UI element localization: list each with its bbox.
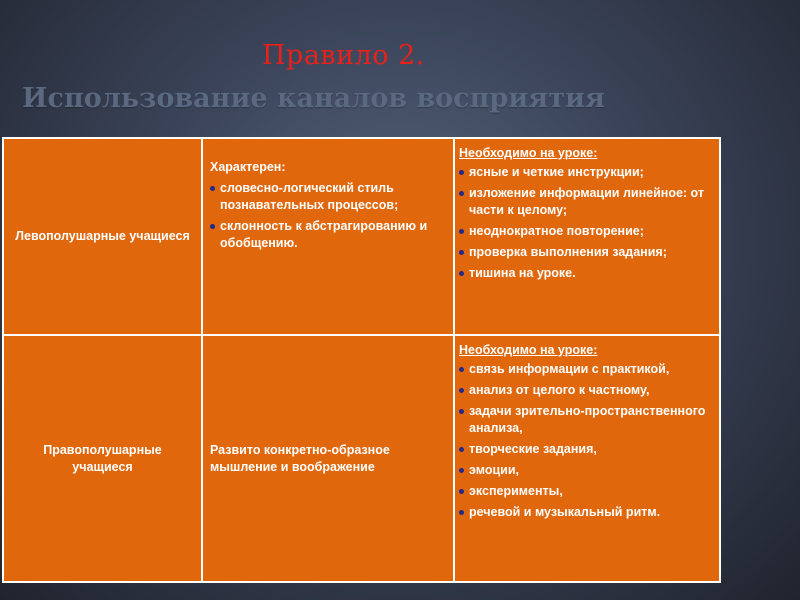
characteristics-list <box>210 180 447 252</box>
list-item: изложение информации линейное: от части к целому; <box>459 185 713 219</box>
requirements-heading: Необходимо на уроке: <box>459 343 598 357</box>
list-item: творческие задания, <box>459 441 713 458</box>
list-item: склонность к абстрагированию и обобщению. <box>210 218 447 252</box>
row-label: Правополушарные учащиеся <box>43 442 162 474</box>
row-label-cell <box>3 138 202 335</box>
list-item: речевой и музыкальный ритм. <box>459 504 713 521</box>
list-item: словесно-логический стиль познавательных процессов; <box>210 180 447 214</box>
bullet-icon <box>459 489 464 494</box>
list-item: связь информации с практикой, <box>459 361 713 378</box>
list-item: анализ от целого к частному, <box>459 382 713 399</box>
table-row <box>3 138 720 335</box>
bullet-icon <box>459 367 464 372</box>
requirements-list <box>459 164 713 282</box>
bullet-icon <box>459 250 464 255</box>
requirements-list <box>459 361 713 521</box>
list-item: задачи зрительно-пространственного анализа, <box>459 403 713 437</box>
bullet-icon <box>459 170 464 175</box>
list-item: ясные и четкие инструкции; <box>459 164 713 181</box>
bullet-icon <box>459 271 464 276</box>
row-label: Левополушарные учащиеся <box>15 229 190 243</box>
bullet-icon <box>459 388 464 393</box>
bullet-icon <box>459 409 464 414</box>
slide-title: Правило 2. <box>262 40 425 71</box>
list-item: эксперименты, <box>459 483 713 500</box>
requirements-cell <box>454 335 720 582</box>
row-label-cell <box>3 335 202 582</box>
bullet-icon <box>459 229 464 234</box>
list-item: тишина на уроке. <box>459 265 713 282</box>
table-row <box>3 335 720 582</box>
bullet-icon <box>459 191 464 196</box>
characteristics-cell <box>202 335 454 582</box>
requirements-heading: Необходимо на уроке: <box>459 146 598 160</box>
list-item: неоднократное повторение; <box>459 223 713 240</box>
content-table <box>2 137 721 583</box>
bullet-icon <box>210 186 215 191</box>
list-item: проверка выполнения задания; <box>459 244 713 261</box>
requirements-cell <box>454 138 720 335</box>
characteristics-heading: Характерен: <box>210 160 286 174</box>
bullet-icon <box>459 447 464 452</box>
characteristics-text: Развито конкретно-образное мышление и воображение <box>210 442 390 474</box>
bullet-icon <box>210 224 215 229</box>
list-item: эмоции, <box>459 462 713 479</box>
bullet-icon <box>459 468 464 473</box>
slide-subtitle: Использование каналов восприятия <box>22 83 605 114</box>
bullet-icon <box>459 510 464 515</box>
characteristics-cell <box>202 138 454 335</box>
